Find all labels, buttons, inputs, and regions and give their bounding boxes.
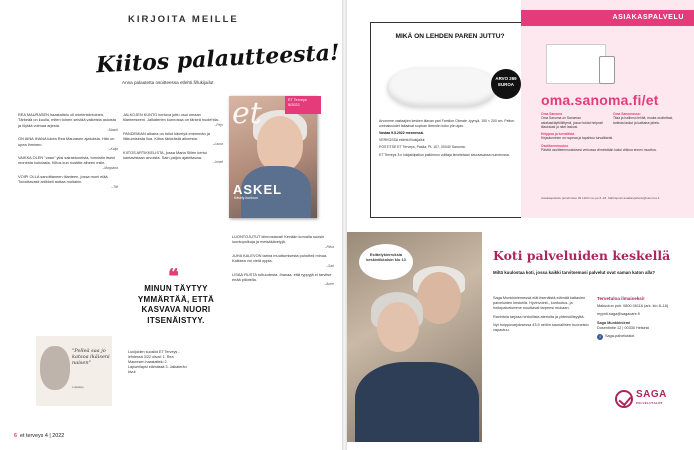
letter: KIITOS ARTIKKELISTA, jossa Maria Sillén kertoi kantavistaan arvoista. Sain paljon ajateltavaa. –Irmeli [123,149,223,165]
service-url[interactable]: oma.sanoma.fi/et [541,92,659,108]
section-label: KIRJOITA MEILLE [128,14,239,25]
saga-mark-icon [615,390,633,408]
pull-quote: MINUN TÄYTYY YMMÄRTÄÄ, ETTÄ KASVAVA NUORI ITSENÄISTYY. [137,284,215,325]
left-page [0,0,342,450]
facebook-icon: f [597,334,603,340]
phone-icon [599,56,615,84]
contact-info: Tervetuloa ilmaiseksi! Makuutun puh. 0800 06116 (ark. klo 8–16) myynti.saga@sagacare.fi Saga Munkkiniemi Dosentintie 12 | 00330 Helsinki f Saga-palvelutalot [597,296,689,340]
book-subtitle: Lukijakirja [72,386,84,389]
book-cover [36,336,112,406]
magazine-cover [229,96,317,218]
cover-subline: Kävely kuntoon [234,196,258,200]
folio: 6 et terveys 4 | 2022 [14,433,65,439]
saga-logo: SAGA PALVELUTALOT [615,390,667,408]
reader-favourites: Lukijoiden suosikit ET Terveys -lehdessä 3/22 olivat: 1. Rea Mauresen haastattelu 2. Lapsenlapsi elämässä 3. Jalkaterän kivut [128,350,187,374]
letters-column-3 [232,234,334,290]
price-badge: ARVO 269 EUROA [491,69,521,99]
letter: VOIPI OLLA sanoittaneen tilanteen, jossa moni elää. Toivottavasti artikkeli auttaa muitakin. –Tiili [18,173,118,189]
competition-box [370,22,523,218]
letter: VAIKKA OLEN "vaan" yksi sairastuneista, tunnistin itseni monesta kohdasta. Kiitos kun nostitte aiheen esiin. –Marjaana [18,155,118,170]
laptop-icon [546,44,606,84]
customer-service-heading: ASIAKASPALVELU [521,10,694,26]
headline: Kiitos palautteesta! [95,39,341,79]
competition-title: MIKÄ ON LEHDEN PAREN JUTTU? [395,33,505,40]
letters-column-2 [123,112,223,168]
book-title: "Pelleä saa jo katsoa ikäiseni naisen" [72,348,110,366]
letters-column-1 [18,112,118,193]
tour-bubble: Esittelykierroksia keskiviikkoisin klo 13 [359,244,413,280]
ad-lead: Miltä kuulostaa koti, jossa kaikki tarvitsemasi palvelut ovat saman katon alla? [493,270,656,275]
ad-body: Saga Munkkiniemessä elät itsenäistä elämää kattavien palveluiden keskellä. Hyvinvointi-, kuntoutus- ja hoitopalvelumme muuttavat tarpeesi mukaan. Ravintola tarjoaa herkullisia aterioita ja yhteisöllisyyttä. Nyt huippuvarjoksessa 43,5 neliön saunallinen huoneisto vapautuu. [493,296,589,333]
letter: PANDEMIAN aikana on tullut kävelyä enemmän ja liikkumisesta iloa. Kiitos tärkeästä aiheesta. –Laura [123,130,223,146]
service-footer: Asiakaspalvelu puhelimitse 09 1223 ma–pe 8–18. Sähköposti asiakaspalvelu@sanoma.fi [541,196,660,200]
letter: JUHA KALEVON tarina muuttumisesta puhutteli minua. Kaikkea voi vielä oppia. –Sari [232,252,334,268]
letter: ON AINA IHANA lukea Rea Maurasen ajatuksia. Hän on upea ihminen. –Kaija [18,136,118,152]
service-info: Oma Sanoma Oma Sanoma on Sanoman asiakaskäyttöliittymä, jossa hoidat helposti tilauksiasi ja näet laskusi. Oma Sanomassa: Tilaa ja hallinnoi lehtiä, muuta osoitettasi, tarkista laskut ja katkaise jakelu. Helppoa ja turvallista Kirjautuminen on nopeaa ja tapahtuu turvallisesti. Osoitteenmuutos Päivitä osoitteenmuutoksesi verkossa viimeistään kaksi viikkoa ennen muuttoa. [541,112,673,153]
cover-headline: ASKEL [233,182,283,197]
customer-service-box [521,0,694,218]
letter: LUONTOJUTUT kiinnostavat! Kevään korvalla suosin luontopolkuja ja metsäkävelyjä. –Ritva [232,234,334,249]
letter: REA MAURASEN haastattelu oli mielenkiintoinen. Tärkeää on kuulla, miten toinen selviää vaikeista asioista ja löytää voimaa arjesta. –Maarit [18,112,118,133]
letter: JALKOJEN KUNTO kertova juttu osui omaan tilanteeseeni. Jalkaterien kunnossa on tärkeä huolehtia. –Pirjo [123,112,223,127]
issue-badge: ET Terveys 5/2022 [285,96,321,114]
feedback-note: Anna palautetta osoitteessa etlehti.fi/lukijailut [122,80,214,85]
magazine-logo: et [232,96,262,131]
duvet-image [387,67,497,107]
letter: LISÄÄ RUSTA ruttuudesta. Ihanaa, että ryppyjä ei tarvitse enää piilotella. –Anne [232,271,334,287]
quote-icon: ❝ [168,264,179,288]
competition-text: Arvomme vastaajien kesken tilavan pari Familon Climate -tyynyä, 150 × 200 cm. Peiton ominaisuudet takaavat sopivan lämmön koko yön ajan. Vastaa 9.5.2022 mennessä. VERKOSSA etlehti.fi/lukijailut POSTITSE ET Terveys, Pasila, PL 107, 00040 Sanoma. ET Terveys 3:n lukijakilpailun palkinnon voittaja ilmoitetaan seuraavassa numerossa. [379,119,515,157]
facebook-link[interactable]: f Saga-palvelutalot [597,334,689,340]
ad-headline: Koti palveluiden keskellä [493,248,671,263]
right-page [347,0,694,450]
